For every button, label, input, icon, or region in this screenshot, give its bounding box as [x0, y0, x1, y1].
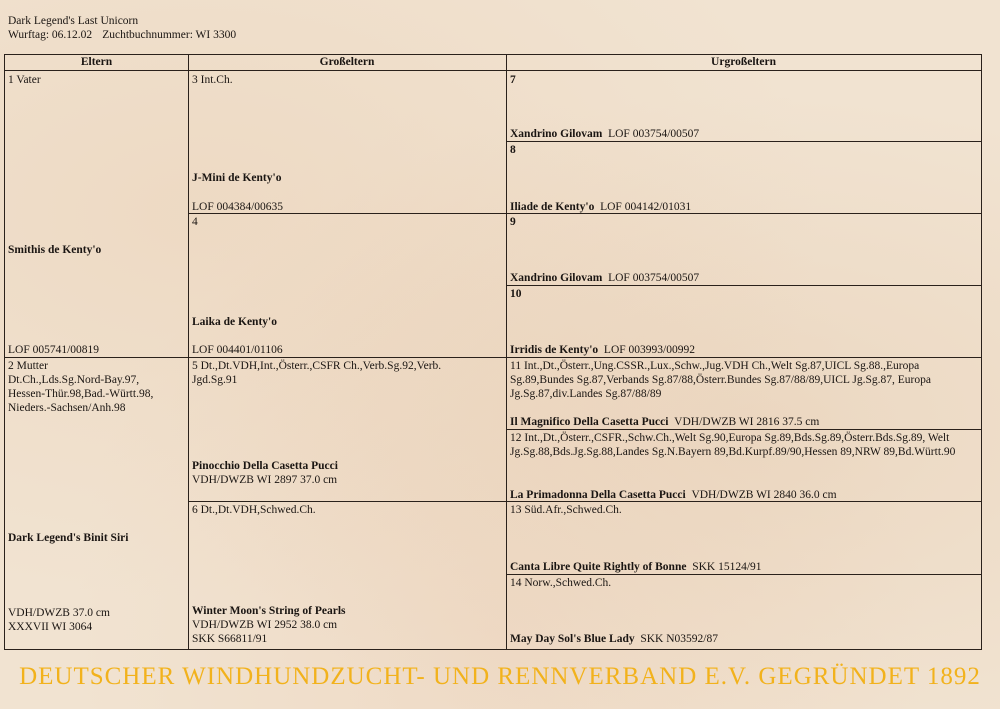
grandparent-3-registration: LOF 004384/00635	[192, 201, 284, 213]
ggp-7-entry	[510, 127, 699, 141]
litter-info	[8, 28, 246, 42]
ggp-13-titles: 13 Süd.Afr.,Schwed.Ch.	[510, 504, 622, 516]
dam-title-line: Nieders.-Sachsen/Anh.98	[8, 402, 126, 414]
grandparent-6-registration: VDH/DWZB WI 2952 38.0 cm	[192, 619, 338, 631]
ggp-10-number: 10	[510, 288, 522, 300]
ggp-9-name: Xandrino Gilovam	[510, 272, 603, 284]
ggp-7-name: Xandrino Gilovam	[510, 128, 603, 140]
grandparent-3-name: J-Mini de Kenty'o	[192, 172, 282, 184]
dam-label: 2 Mutter	[8, 360, 48, 372]
ggp-11-titles: 11 Int.,Dt.,Österr.,Ung.CSSR.,Lux.,Schw.,Jug.VDH Ch.,Welt Sg.87,UICL Sg.88.,Europa Sg.89,Bundes Sg.87,Verbands Sg.87/88,Österr.Bundes Sg.87/88/89,UICL Jg.Sg.87, Europa Jg.Sg.87,div.Landes Sg.87/88/89	[510, 360, 931, 400]
column-header-grosseltern: Großeltern	[319, 56, 375, 68]
dam-name: Dark Legend's Binit Siri	[8, 532, 129, 544]
grandparent-5-registration: VDH/DWZB WI 2897 37.0 cm	[192, 474, 338, 486]
ggp-12-name: La Primadonna Della Casetta Pucci	[510, 489, 686, 501]
ggp-12-titles: 12 Int.,Dt.,Österr.,CSFR.,Schw.Ch.,Welt Sg.90,Europa Sg.89,Bds.Sg.89,Österr.Bds.Sg.89, Welt Jg.Sg.88,Bds.Jg.Sg.88,Landes Sg.N.Bayern 89,Bd.Kurpf.89/90,Hessen 89,NRW 89,Bd.Württ.90	[510, 432, 956, 458]
pedigree-table	[4, 54, 982, 650]
grandparent-4-name: Laika de Kenty'o	[192, 316, 277, 328]
ggp-10-name: Irridis de Kenty'o	[510, 344, 599, 356]
column-header-eltern: Eltern	[80, 56, 113, 68]
grandparent-4-number: 4	[192, 216, 198, 228]
sire-name: Smithis de Kenty'o	[8, 244, 102, 256]
ggp-8-number: 8	[510, 144, 516, 156]
grandparent-6-name: Winter Moon's String of Pearls	[192, 605, 346, 617]
ggp-14-registration: SKK N03592/87	[640, 633, 718, 645]
dam-registration: VDH/DWZB 37.0 cm	[8, 607, 110, 619]
dam-title-line: Dt.Ch.,Lds.Sg.Nord-Bay.97,	[8, 374, 140, 386]
grandparent-6-registration-2: SKK S66811/91	[192, 633, 268, 645]
ggp-8-entry	[510, 200, 691, 214]
sire-registration: LOF 005741/00819	[8, 344, 100, 356]
ggp-12-registration: VDH/DWZB WI 2840 36.0 cm	[691, 489, 837, 501]
sire-label: 1 Vater	[8, 74, 41, 86]
ggp-10-entry	[510, 343, 695, 357]
dog-name-title: Dark Legend's Last Unicorn	[8, 15, 139, 27]
grandparent-5-titles-2: Jgd.Sg.91	[192, 374, 238, 386]
column-header-urgrosseltern: Urgroßeltern	[711, 56, 776, 68]
litter-date: Wurftag: 06.12.02	[8, 29, 93, 41]
ggp-13-name: Canta Libre Quite Rightly of Bonne	[510, 561, 687, 573]
grandparent-5-name: Pinocchio Della Casetta Pucci	[192, 460, 338, 472]
ggp-9-number: 9	[510, 216, 516, 228]
ggp-13-registration: SKK 15124/91	[692, 561, 762, 573]
ggp-14-name: May Day Sol's Blue Lady	[510, 633, 635, 645]
ggp-11-registration: VDH/DWZB WI 2816 37.5 cm	[674, 416, 820, 428]
dam-title-line: Hessen-Thür.98,Bad.-Württ.98,	[8, 388, 154, 400]
studbook-number: Zuchtbuchnummer: WI 3300	[102, 29, 237, 41]
ggp-9-entry	[510, 271, 699, 285]
ggp-11-name: Il Magnifico Della Casetta Pucci	[510, 416, 669, 428]
association-footer: DEUTSCHER WINDHUNDZUCHT- UND RENNVERBAND E.V. GEGRÜNDET 1892	[19, 663, 981, 690]
ggp-9-registration: LOF 003754/00507	[608, 272, 700, 284]
ggp-7-number: 7	[510, 74, 516, 86]
ggp-8-name: Iliade de Kenty'o	[510, 201, 595, 213]
ggp-13-entry	[510, 560, 762, 574]
ggp-10-registration: LOF 003993/00992	[603, 344, 695, 356]
ggp-7-registration: LOF 003754/00507	[608, 128, 700, 140]
ggp-14-titles: 14 Norw.,Schwed.Ch.	[510, 577, 612, 589]
grandparent-4-registration: LOF 004401/01106	[192, 344, 283, 356]
ggp-12-entry	[510, 488, 837, 502]
dam-registration-2: XXXVII WI 3064	[8, 621, 93, 633]
grandparent-3-number: 3 Int.Ch.	[192, 74, 233, 86]
ggp-8-registration: LOF 004142/01031	[600, 201, 692, 213]
grandparent-5-titles: 5 Dt.,Dt.VDH,Int.,Österr.,CSFR Ch.,Verb.Sg.92,Verb.	[192, 360, 442, 372]
ggp-14-entry	[510, 632, 718, 646]
grandparent-6-titles: 6 Dt.,Dt.VDH,Schwed.Ch.	[192, 504, 316, 516]
ggp-11-entry	[510, 415, 819, 429]
